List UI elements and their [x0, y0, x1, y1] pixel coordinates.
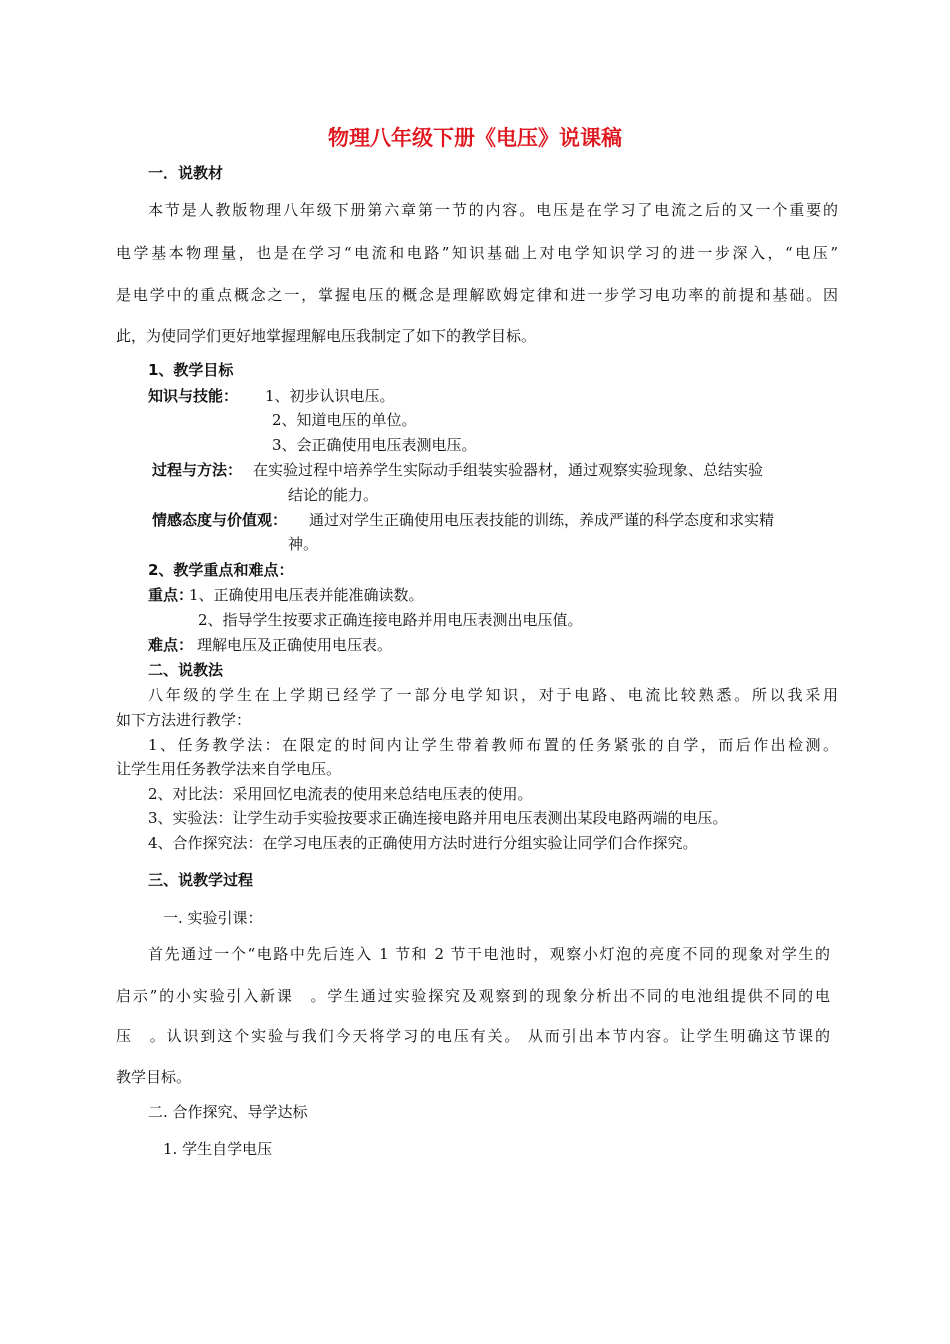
goal-item: 3、会正确使用电压表测电压。 — [272, 436, 477, 454]
difficult-point-text: 理解电压及正确使用电压表。 — [197, 636, 393, 654]
section-heading-teaching-method: 二、说教法 — [148, 661, 224, 679]
label-key-point: 重点： — [148, 586, 194, 604]
paragraph-line: 是电学中的重点概念之一，掌握电压的概念是理解欧姆定律和进一步学习电功率的前提和基础。因 — [116, 286, 838, 304]
paragraph-line: 教学目标。 — [116, 1068, 192, 1086]
paragraph-line: 如下方法进行教学： — [116, 711, 252, 729]
document-title: 物理八年级下册《电压》说课稿 — [328, 126, 622, 150]
method-item: 让学生用任务教学法来自学电压。 — [116, 760, 342, 778]
goal-text: 结论的能力。 — [288, 486, 379, 504]
paragraph-line: 压 。认识到这个实验与我们今天将学习的电压有关。 从而引出本节内容。让学生明确这节课的 — [116, 1027, 830, 1045]
goal-text: 神。 — [288, 535, 319, 553]
goal-text: 在实验过程中培养学生实际动手组装实验器材，通过观察实验现象、总结实验 — [253, 461, 764, 479]
paragraph-line: 八年级的学生在上学期已经学了一部分电学知识，对于电路、电流比较熟悉。所以我采用 — [148, 686, 838, 704]
label-process-method: 过程与方法： — [152, 461, 243, 479]
label-difficult-point: 难点： — [148, 636, 194, 654]
goal-text: 通过对学生正确使用电压表技能的训练，养成严谨的科学态度和求实精 — [309, 511, 775, 529]
process-substep: 1. 学生自学电压 — [163, 1140, 273, 1158]
paragraph-line: 本节是人教版物理八年级下册第六章第一节的内容。电压是在学习了电流之后的又一个重要的 — [148, 201, 838, 219]
method-item: 2、对比法：采用回忆电流表的使用来总结电压表的使用。 — [148, 785, 533, 803]
paragraph-line: 启示”的小实验引入新课 。学生通过实验探究及观察到的现象分析出不同的电池组提供不同的电 — [116, 987, 830, 1005]
paragraph-line: 首先通过一个“电路中先后连入 1 节和 2 节干电池时，观察小灯泡的亮度不同的现象对学生的 — [148, 945, 830, 963]
goal-item: 1、初步认识电压。 — [265, 387, 395, 405]
goal-item: 2、知道电压的单位。 — [272, 411, 417, 429]
method-item: 1、任务教学法：在限定的时间内让学生带着教师布置的任务紧张的自学，而后作出检测。 — [148, 736, 838, 754]
label-knowledge-skills: 知识与技能： — [148, 387, 239, 405]
key-point-item: 1、正确使用电压表并能准确读数。 — [189, 586, 424, 604]
key-point-item: 2、指导学生按要求正确连接电路并用电压表测出电压值。 — [198, 611, 583, 629]
section-heading-teaching-process: 三、说教学过程 — [148, 871, 254, 889]
process-step: 二. 合作探究、导学达标 — [148, 1103, 308, 1121]
subheading-key-points: 2、教学重点和难点： — [148, 561, 294, 579]
section-heading-teaching-material: 一．说教材 — [148, 164, 224, 182]
paragraph-line: 电学基本物理量，也是在学习“电流和电路”知识基础上对电学知识学习的进一步深入，“电压” — [116, 244, 838, 262]
paragraph-line: 此，为使同学们更好地掌握理解电压我制定了如下的教学目标。 — [116, 327, 537, 345]
method-item: 3、实验法：让学生动手实验按要求正确连接电路并用电压表测出某段电路两端的电压。 — [148, 809, 728, 827]
method-item: 4、合作探究法：在学习电压表的正确使用方法时进行分组实验让同学们合作探究。 — [148, 834, 698, 852]
label-emotion-values: 情感态度与价值观： — [152, 511, 288, 529]
process-step: 一. 实验引课： — [163, 909, 263, 927]
subheading-teaching-goals: 1、教学目标 — [148, 361, 234, 379]
